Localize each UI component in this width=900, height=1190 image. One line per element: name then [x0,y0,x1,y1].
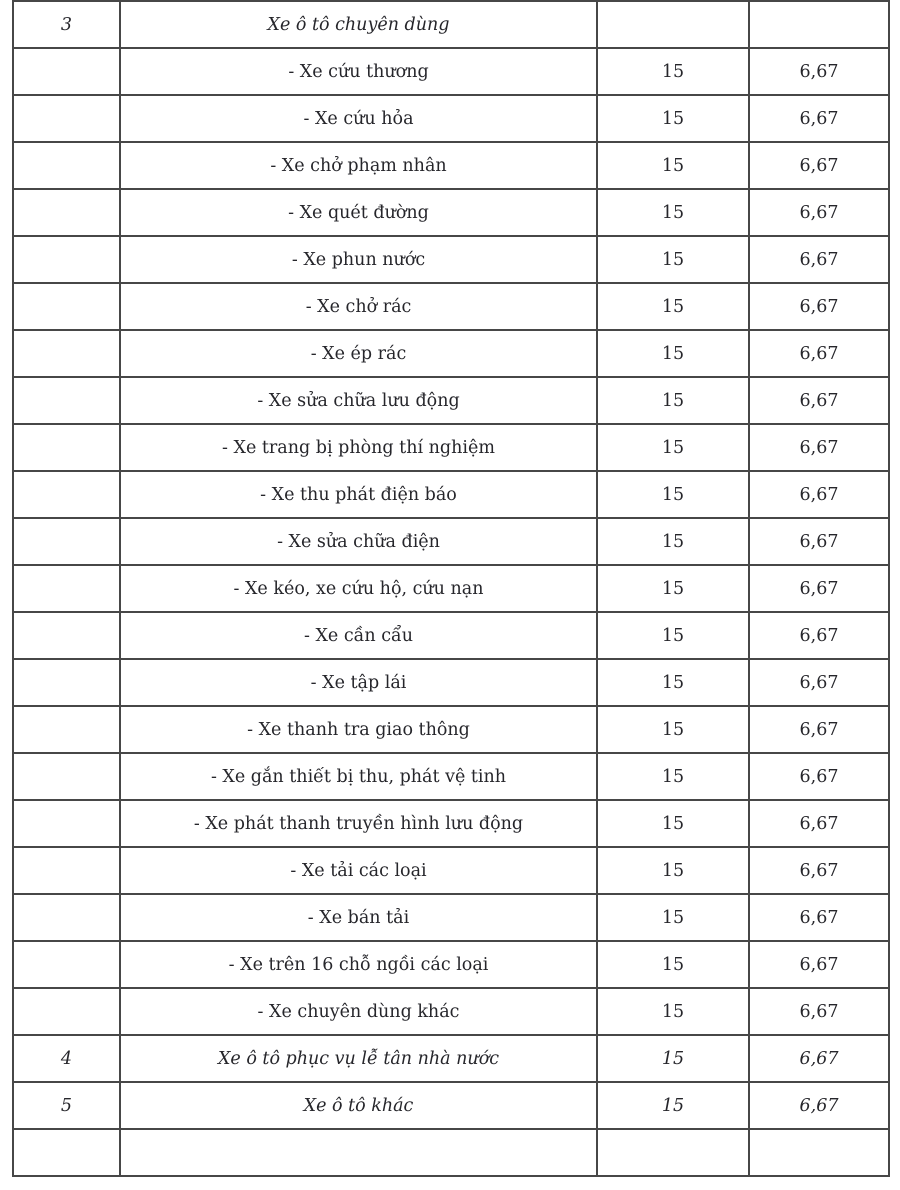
cell-ordinal [13,48,120,95]
table-row [13,377,889,424]
cell-useful-life: 15 [597,330,749,377]
table-row [13,1,889,48]
cell-useful-life: 15 [597,283,749,330]
cell-useful-life: 15 [597,189,749,236]
cell-useful-life: 15 [597,424,749,471]
cell-ordinal [13,753,120,800]
cell-depreciation-rate: 6,67 [749,424,889,471]
cell-asset-name: - Xe sửa chữa điện [120,518,597,565]
cell-depreciation-rate: 6,67 [749,283,889,330]
table-row [13,471,889,518]
cell-useful-life: 15 [597,612,749,659]
cell-useful-life: 15 [597,706,749,753]
cell-useful-life: 15 [597,565,749,612]
cell-depreciation-rate: 6,67 [749,941,889,988]
cell-ordinal [13,800,120,847]
cell-useful-life [597,1129,749,1176]
cell-depreciation-rate [749,1,889,48]
cell-ordinal [13,565,120,612]
cell-asset-name: - Xe chở rác [120,283,597,330]
cell-asset-name [120,1129,597,1176]
cell-useful-life: 15 [597,1035,749,1082]
cell-asset-name: - Xe thu phát điện báo [120,471,597,518]
cell-useful-life: 15 [597,48,749,95]
cell-useful-life: 15 [597,847,749,894]
table-row [13,565,889,612]
clipped-row-bottom [13,1129,889,1176]
cell-depreciation-rate: 6,67 [749,706,889,753]
cell-useful-life: 15 [597,941,749,988]
cell-ordinal [13,988,120,1035]
cell-useful-life: 15 [597,95,749,142]
cell-asset-name: - Xe thanh tra giao thông [120,706,597,753]
cell-ordinal [13,330,120,377]
cell-asset-name: - Xe tải các loại [120,847,597,894]
cell-depreciation-rate: 6,67 [749,48,889,95]
cell-depreciation-rate: 6,67 [749,800,889,847]
cell-asset-name: - Xe tập lái [120,659,597,706]
cell-useful-life: 15 [597,659,749,706]
cell-asset-name: - Xe ép rác [120,330,597,377]
cell-asset-name: - Xe cứu hỏa [120,95,597,142]
cell-ordinal [13,659,120,706]
cell-asset-name: - Xe gắn thiết bị thu, phát vệ tinh [120,753,597,800]
cell-depreciation-rate: 6,67 [749,189,889,236]
cell-asset-name: - Xe phun nước [120,236,597,283]
cell-depreciation-rate: 6,67 [749,330,889,377]
cell-useful-life: 15 [597,988,749,1035]
cell-ordinal [13,95,120,142]
cell-useful-life: 15 [597,471,749,518]
cell-ordinal [13,236,120,283]
cell-asset-name: - Xe chở phạm nhân [120,142,597,189]
cell-ordinal [13,894,120,941]
cell-ordinal: 5 [13,1082,120,1129]
cell-asset-name: - Xe quét đường [120,189,597,236]
cell-ordinal [13,471,120,518]
table-row [13,941,889,988]
cell-ordinal [13,612,120,659]
cell-asset-name: Xe ô tô khác [120,1082,597,1129]
cell-depreciation-rate: 6,67 [749,612,889,659]
table-row [13,753,889,800]
table-row [13,236,889,283]
cell-ordinal [13,1129,120,1176]
cell-depreciation-rate: 6,67 [749,471,889,518]
cell-ordinal [13,377,120,424]
table-row [13,283,889,330]
cell-asset-name: - Xe sửa chữa lưu động [120,377,597,424]
cell-ordinal: 3 [13,1,120,48]
cell-ordinal [13,941,120,988]
cell-ordinal [13,847,120,894]
cell-ordinal [13,706,120,753]
cell-depreciation-rate: 6,67 [749,142,889,189]
table-row [13,847,889,894]
table-row [13,800,889,847]
cell-depreciation-rate: 6,67 [749,988,889,1035]
cell-useful-life: 15 [597,377,749,424]
cell-useful-life: 15 [597,753,749,800]
cell-asset-name: - Xe kéo, xe cứu hộ, cứu nạn [120,565,597,612]
table-row [13,612,889,659]
cell-depreciation-rate: 6,67 [749,236,889,283]
cell-ordinal: 4 [13,1035,120,1082]
cell-depreciation-rate: 6,67 [749,847,889,894]
table-row [13,330,889,377]
cell-depreciation-rate [749,1129,889,1176]
cell-useful-life: 15 [597,518,749,565]
cell-useful-life: 15 [597,236,749,283]
table-row [13,894,889,941]
cell-useful-life: 15 [597,894,749,941]
table-row [13,142,889,189]
cell-depreciation-rate: 6,67 [749,894,889,941]
cell-asset-name: - Xe trên 16 chỗ ngồi các loại [120,941,597,988]
table-row [13,518,889,565]
cell-ordinal [13,189,120,236]
table-row [13,706,889,753]
cell-asset-name: - Xe cần cẩu [120,612,597,659]
cell-depreciation-rate: 6,67 [749,95,889,142]
cell-ordinal [13,283,120,330]
cell-useful-life [597,1,749,48]
cell-ordinal [13,424,120,471]
cell-depreciation-rate: 6,67 [749,659,889,706]
cell-asset-name: - Xe cứu thương [120,48,597,95]
cell-depreciation-rate: 6,67 [749,518,889,565]
cell-asset-name: - Xe trang bị phòng thí nghiệm [120,424,597,471]
table-row [13,424,889,471]
cell-asset-name: Xe ô tô phục vụ lễ tân nhà nước [120,1035,597,1082]
depreciation-table [12,0,890,1177]
cell-asset-name: - Xe bán tải [120,894,597,941]
cell-depreciation-rate: 6,67 [749,1035,889,1082]
table-row [13,1082,889,1129]
cell-ordinal [13,142,120,189]
table-row [13,48,889,95]
cell-asset-name: - Xe phát thanh truyền hình lưu động [120,800,597,847]
cell-useful-life: 15 [597,142,749,189]
cell-depreciation-rate: 6,67 [749,377,889,424]
table-row [13,189,889,236]
cell-useful-life: 15 [597,800,749,847]
cell-depreciation-rate: 6,67 [749,565,889,612]
table-body [13,0,889,1176]
cell-depreciation-rate: 6,67 [749,1082,889,1129]
cell-useful-life: 15 [597,1082,749,1129]
cell-asset-name: - Xe chuyên dùng khác [120,988,597,1035]
table-row [13,1035,889,1082]
table-row [13,95,889,142]
table-row [13,659,889,706]
cell-depreciation-rate: 6,67 [749,753,889,800]
cell-asset-name: Xe ô tô chuyên dùng [120,1,597,48]
cell-ordinal [13,518,120,565]
table-row [13,988,889,1035]
